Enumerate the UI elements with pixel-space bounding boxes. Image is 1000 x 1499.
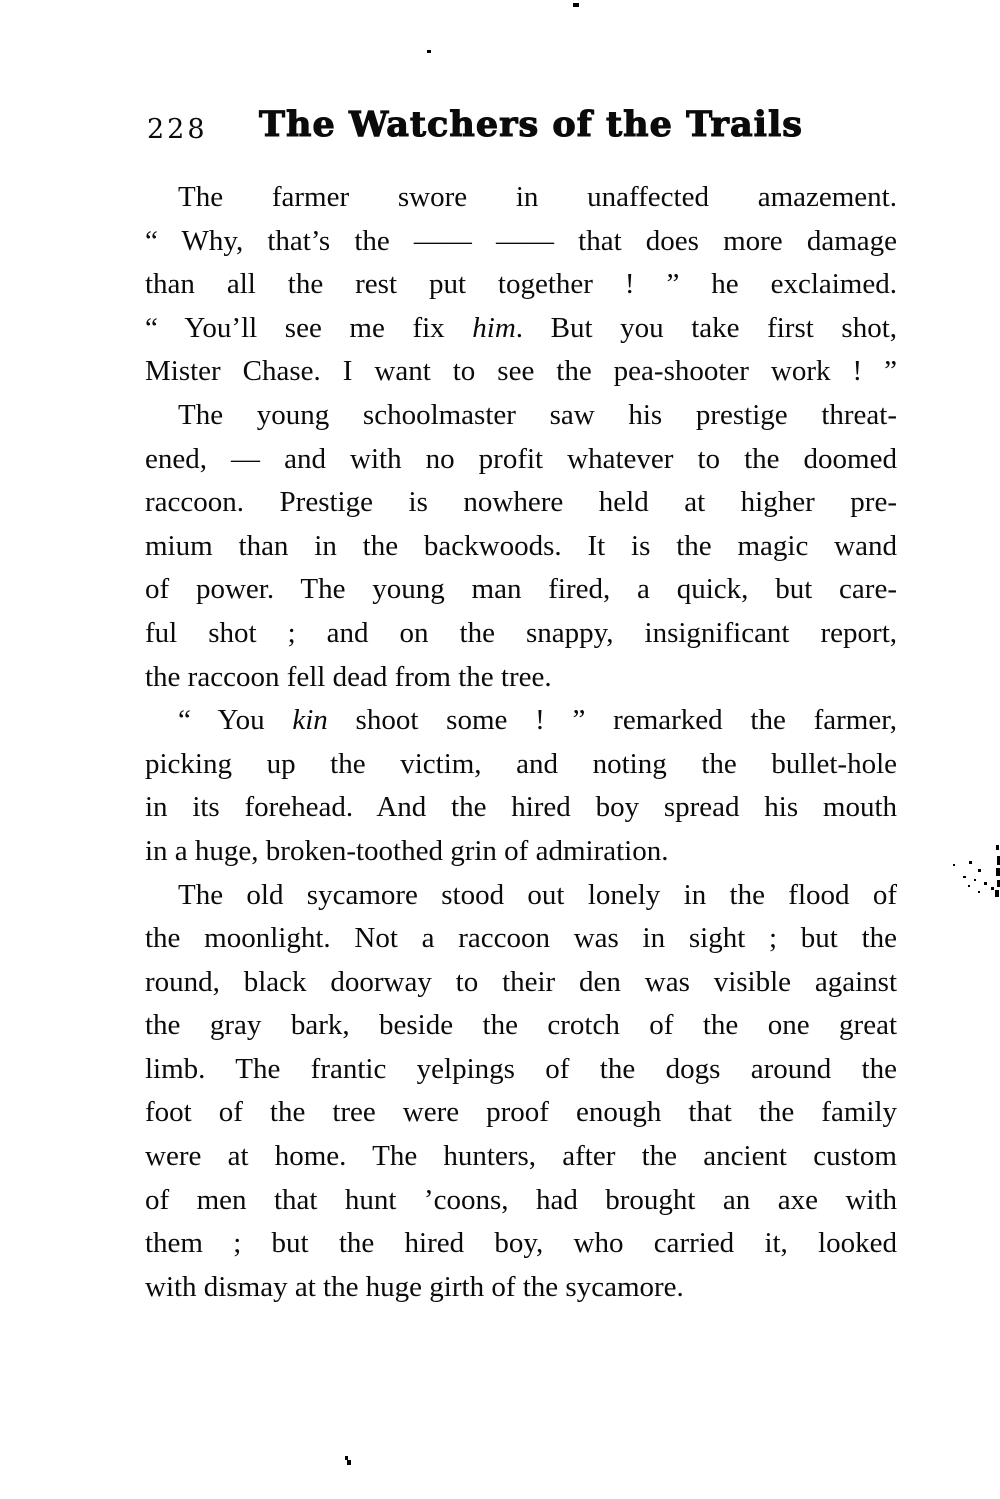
scan-artifact [969,861,972,864]
text-line: of men that hunt ’coons, had brought an axe with [145,1183,897,1216]
scan-artifact [968,885,970,887]
text-line: The young schoolmaster saw his prestige threat- [178,398,897,431]
text-line: The old sycamore stood out lonely in the flood of [178,878,897,911]
text-block [145,176,897,1309]
text-line: “ You’ll see me fix him. But you take first shot, [145,311,897,344]
text-line: “ Why, that’s the —— —— that does more damage [145,224,897,257]
scan-artifact [427,50,431,53]
paragraph [145,394,897,699]
scan-artifact [963,876,966,878]
text-line: foot of the tree were proof enough that the family [145,1096,897,1129]
text-line: mium than in the backwoods. It is the magic wand [145,529,897,562]
paragraph [145,176,897,394]
scan-artifact [995,890,999,897]
text-line: round, black doorway to their den was visible against [145,965,897,998]
paragraph [145,874,897,1310]
scan-artifact [978,869,981,872]
text-line: “ You kin shoot some ! ” remarked the farmer, [178,704,897,737]
scan-artifact [996,868,1000,876]
running-head-title: The Watchers of the Trails [259,104,803,145]
scan-artifact [978,891,980,893]
scan-artifact [991,887,994,890]
text-line: of power. The young man fired, a quick, but care- [145,573,897,606]
page-number: 228 [147,114,208,145]
text-line: in its forehead. And the hired boy spread his mouth [145,791,897,824]
text-line: than all the rest put together ! ” he exclaimed. [145,268,897,301]
text-line: them ; but the hired boy, who carried it, looked [145,1227,897,1260]
text-line: were at home. The hunters, after the ancient custom [145,1140,897,1173]
scan-artifact [996,845,999,850]
text-line: ful shot ; and on the snappy, insignificant report, [145,616,897,649]
scan-artifact [974,879,976,881]
text-line: the gray bark, beside the crotch of the one great [145,1009,897,1042]
text-line: in a huge, broken-toothed grin of admiration. [145,834,669,867]
page-header [145,104,897,152]
text-line: The farmer swore in unaffected amazement. [178,181,897,213]
text-line: ened, — and with no profit whatever to the doomed [145,442,897,475]
paragraph [145,699,897,873]
text-line: picking up the victim, and noting the bullet-hole [145,747,897,780]
text-line: with dismay at the huge girth of the sycamore. [145,1270,684,1303]
scan-artifact [573,3,579,7]
scan-artifact [984,882,987,885]
text-line: limb. The frantic yelpings of the dogs around the [145,1052,897,1085]
text-line: the raccoon fell dead from the tree. [145,660,552,693]
scan-artifact [953,864,955,866]
text-line: raccoon. Prestige is nowhere held at higher pre- [145,486,897,519]
text-line: Mister Chase. I want to see the pea-shooter work ! ” [145,355,897,388]
scan-artifact [347,1460,351,1465]
text-line: the moonlight. Not a raccoon was in sight ; but the [145,922,897,955]
